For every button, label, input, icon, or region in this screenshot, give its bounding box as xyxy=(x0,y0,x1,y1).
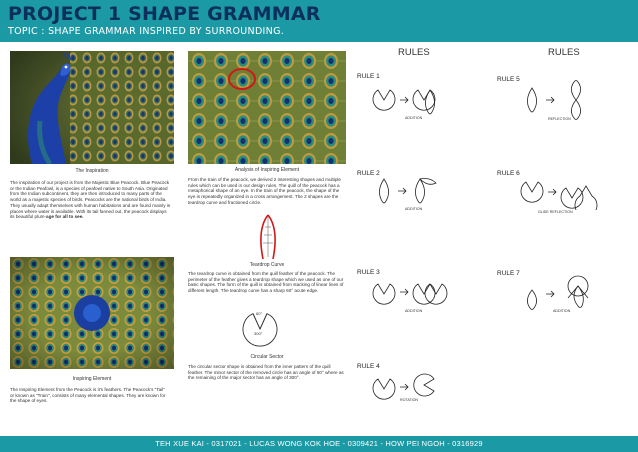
sector-angle-minor: 60° xyxy=(256,311,263,316)
rule-5-label: RULE 5 xyxy=(497,76,520,83)
rule-6-operation: GLIDE REFLECTION xyxy=(538,210,573,214)
sector-angle-major: 300° xyxy=(254,331,263,336)
teardrop-text: The teardrop curve is obtained from the quill feather of the peacock. The perimeter of the feather gives a teardrop shape which we used as one of our basic shapes. The form of the quill is obtained from stacking of linear lines of different length. The teardrop curve has a sharp 60° acute edge. xyxy=(188,271,344,294)
footer-banner xyxy=(0,436,638,452)
footer-credits: TEH XUE KAI - 0317021 - LUCAS WONG KOK HOE - 0309421 - HOW PEI NGOH - 0316929 xyxy=(155,439,483,448)
rule-7-operation: ADDITION xyxy=(553,309,571,313)
rule-1-label: RULE 1 xyxy=(357,73,380,80)
rule-5-diagram xyxy=(520,80,610,120)
page-topic: TOPIC : SHAPE GRAMMAR INSPIRED BY SURROUNDING. xyxy=(8,26,285,37)
rule-3-label: RULE 3 xyxy=(357,269,380,276)
inspiration-text: The inspiration of our project is from the Majestic Blue Peacock. Blue Peacock or the Indian Peafowl, is a species of peafowl native to South Asia. Originated from the Indian subcontinent, they are then introduced to many parts of the world as a majestic species of birds. Peacocks are the national birds of India. They usually adapt themselves with human habitations and are found mainly in places where water is available. With its tail fanned out, the peacock displays its beautiful plum-age for all to see. xyxy=(10,180,171,220)
teardrop-caption: Teardrop Curve xyxy=(249,262,285,268)
feather-pattern-photo xyxy=(10,257,174,369)
rule-4-operation: ROTATION xyxy=(400,398,419,402)
rule-1-operation: ADDITION xyxy=(405,116,423,120)
inspiration-caption: The Inspiration xyxy=(75,168,109,174)
rule-4-label: RULE 4 xyxy=(357,363,380,370)
element-text: The Inspiring Element from the Peacock is it's feathers. The Peacock's "Tail" or known as "Train", consists of many elemental shapes. They are known for the shape of eyes. xyxy=(10,387,166,404)
rule-1-diagram xyxy=(372,80,462,120)
rule-2-diagram xyxy=(372,175,462,207)
rule-3-operation: ADDITION xyxy=(405,309,423,313)
sector-caption: Circular Sector xyxy=(250,354,284,360)
rules-heading-left: RULES xyxy=(398,47,430,58)
element-caption: Inspiring Element xyxy=(72,376,112,382)
rule-2-operation: ADDITION xyxy=(405,207,423,211)
teardrop-figure xyxy=(251,213,285,261)
page-title: PROJECT 1 SHAPE GRAMMAR xyxy=(8,3,321,25)
rule-6-diagram xyxy=(520,172,620,210)
rule-2-label: RULE 2 xyxy=(357,170,380,177)
rule-7-label: RULE 7 xyxy=(497,270,520,277)
rule-3-diagram xyxy=(372,276,462,308)
peacock-photo xyxy=(10,51,174,164)
rule-6-label: RULE 6 xyxy=(497,170,520,177)
rules-heading-right: RULES xyxy=(548,47,580,58)
rule-5-operation: REFLECTION xyxy=(548,117,571,121)
sector-text: The circular sector shape is obtained from the inner pattern of the quill feather. The minor sector of the removed circle has an angle of 60° where as the remaining of the major sector has an angle of 300°. xyxy=(188,364,344,381)
analysis-text: From the train of the peacock, we derived 2 interesting shapes and multiple rules which can be used in our design rules. The quill of the peacock has a metaphorical shape of an eye. In the train of the peacock, the shape of the eye is repeatedly organized in a cross arrangement. The 2 shapes are the teardrop curve and fractioned circle. xyxy=(188,177,341,205)
feather-eye-photo xyxy=(188,51,346,164)
rule-7-diagram xyxy=(520,268,620,310)
analysis-caption: Analysis of Inspiring Element xyxy=(234,167,300,173)
